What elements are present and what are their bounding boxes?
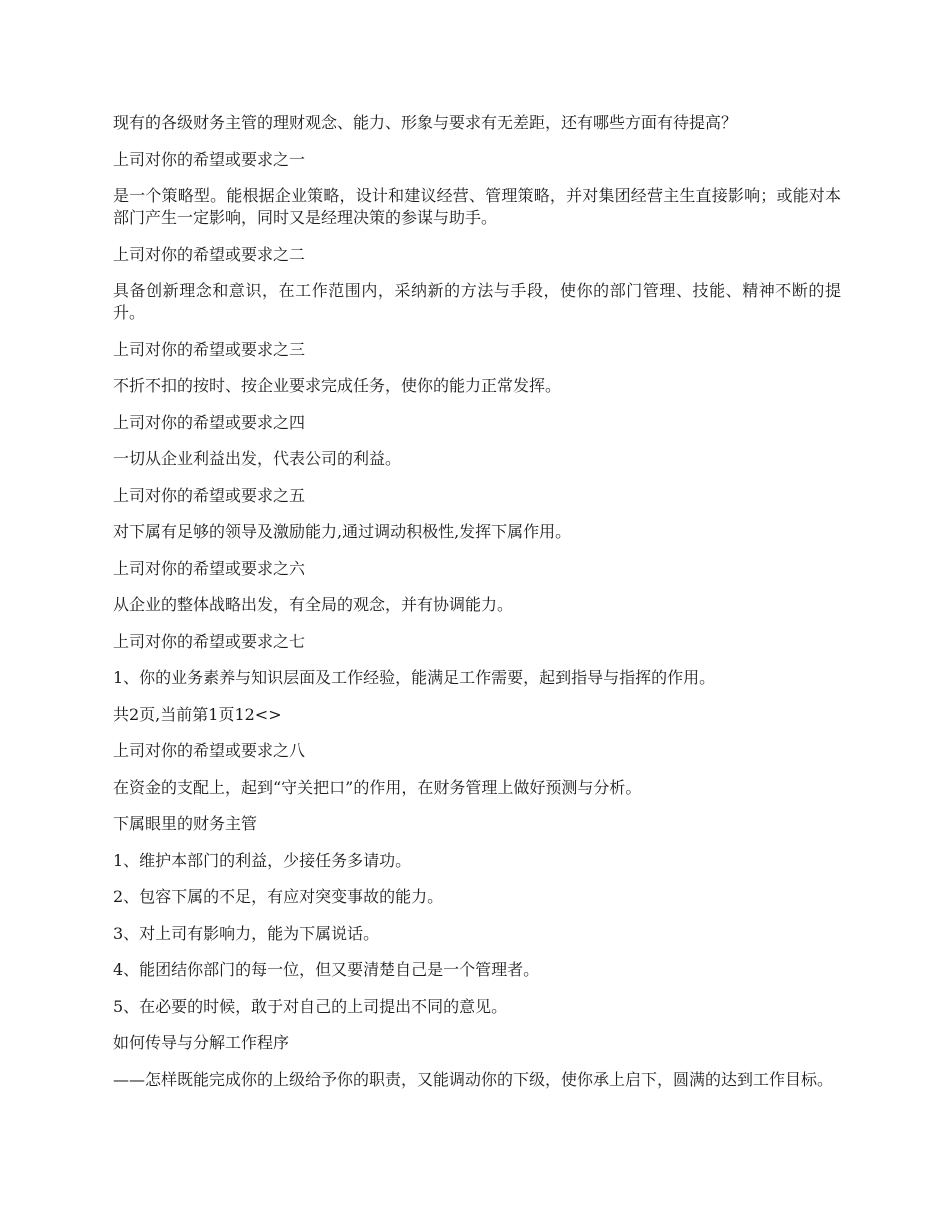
text-requirement-7: 1、你的业务素养与知识层面及工作经验，能满足工作需要，起到指导与指挥的作用。 xyxy=(113,668,716,687)
intro-question: 现有的各级财务主管的理财观念、能力、形象与要求有无差距，还有哪些方面有待提高？ xyxy=(113,113,738,132)
list-item-4: 4、能团结你部门的每一位，但又要清楚自己是一个管理者。 xyxy=(113,960,540,979)
text-work-procedure: ——怎样既能完成你的上级给予你的职责，又能调动你的下级，使你承上启下，圆满的达到工作目标。 xyxy=(113,1069,834,1089)
heading-subordinate-view: 下属眼里的财务主管 xyxy=(113,814,258,833)
list-item-3: 3、对上司有影响力，能为下属说话。 xyxy=(113,923,380,943)
heading-requirement-3: 上司对你的希望或要求之三 xyxy=(113,339,306,359)
text-requirement-6: 从企业的整体战略出发，有全局的观念，并有协调能力。 xyxy=(113,595,514,614)
heading-requirement-6: 上司对你的希望或要求之六 xyxy=(113,558,306,578)
heading-requirement-5: 上司对你的希望或要求之五 xyxy=(113,485,306,505)
heading-requirement-8: 上司对你的希望或要求之八 xyxy=(113,741,306,760)
text-requirement-5: 对下属有足够的领导及激励能力,通过调动积极性,发挥下属作用。 xyxy=(113,522,572,541)
text-requirement-4: 一切从企业利益出发，代表公司的利益。 xyxy=(113,449,402,468)
heading-requirement-4: 上司对你的希望或要求之四 xyxy=(113,412,306,432)
list-item-1: 1、维护本部门的利益，少接任务多请功。 xyxy=(113,850,412,870)
text-requirement-3: 不折不扣的按时、按企业要求完成任务，使你的能力正常发挥。 xyxy=(113,376,562,395)
text-requirement-8: 在资金的支配上，起到“守关把口”的作用，在财务管理上做好预测与分析。 xyxy=(113,777,642,797)
text-requirement-1: 是一个策略型。能根据企业策略，设计和建议经营、管理策略，并对集团经营主生直接影响；或能对本部门产生一定影响，同时又是经理决策的参谋与助手。 xyxy=(113,186,841,227)
heading-work-procedure: 如何传导与分解工作程序 xyxy=(113,1033,290,1052)
pagination-text: 共2页,当前第1页12<> xyxy=(113,704,282,724)
heading-requirement-1: 上司对你的希望或要求之一 xyxy=(113,149,306,169)
heading-requirement-2: 上司对你的希望或要求之二 xyxy=(113,244,306,264)
list-item-5: 5、在必要的时候，敢于对自己的上司提出不同的意见。 xyxy=(113,996,508,1016)
heading-requirement-7: 上司对你的希望或要求之七 xyxy=(113,631,306,651)
document-body xyxy=(113,112,841,1105)
text-requirement-2: 具备创新理念和意识，在工作范围内，采纳新的方法与手段，使你的部门管理、技能、精神不断的提升。 xyxy=(113,281,841,322)
list-item-2: 2、包容下属的不足，有应对突变事故的能力。 xyxy=(113,887,444,906)
